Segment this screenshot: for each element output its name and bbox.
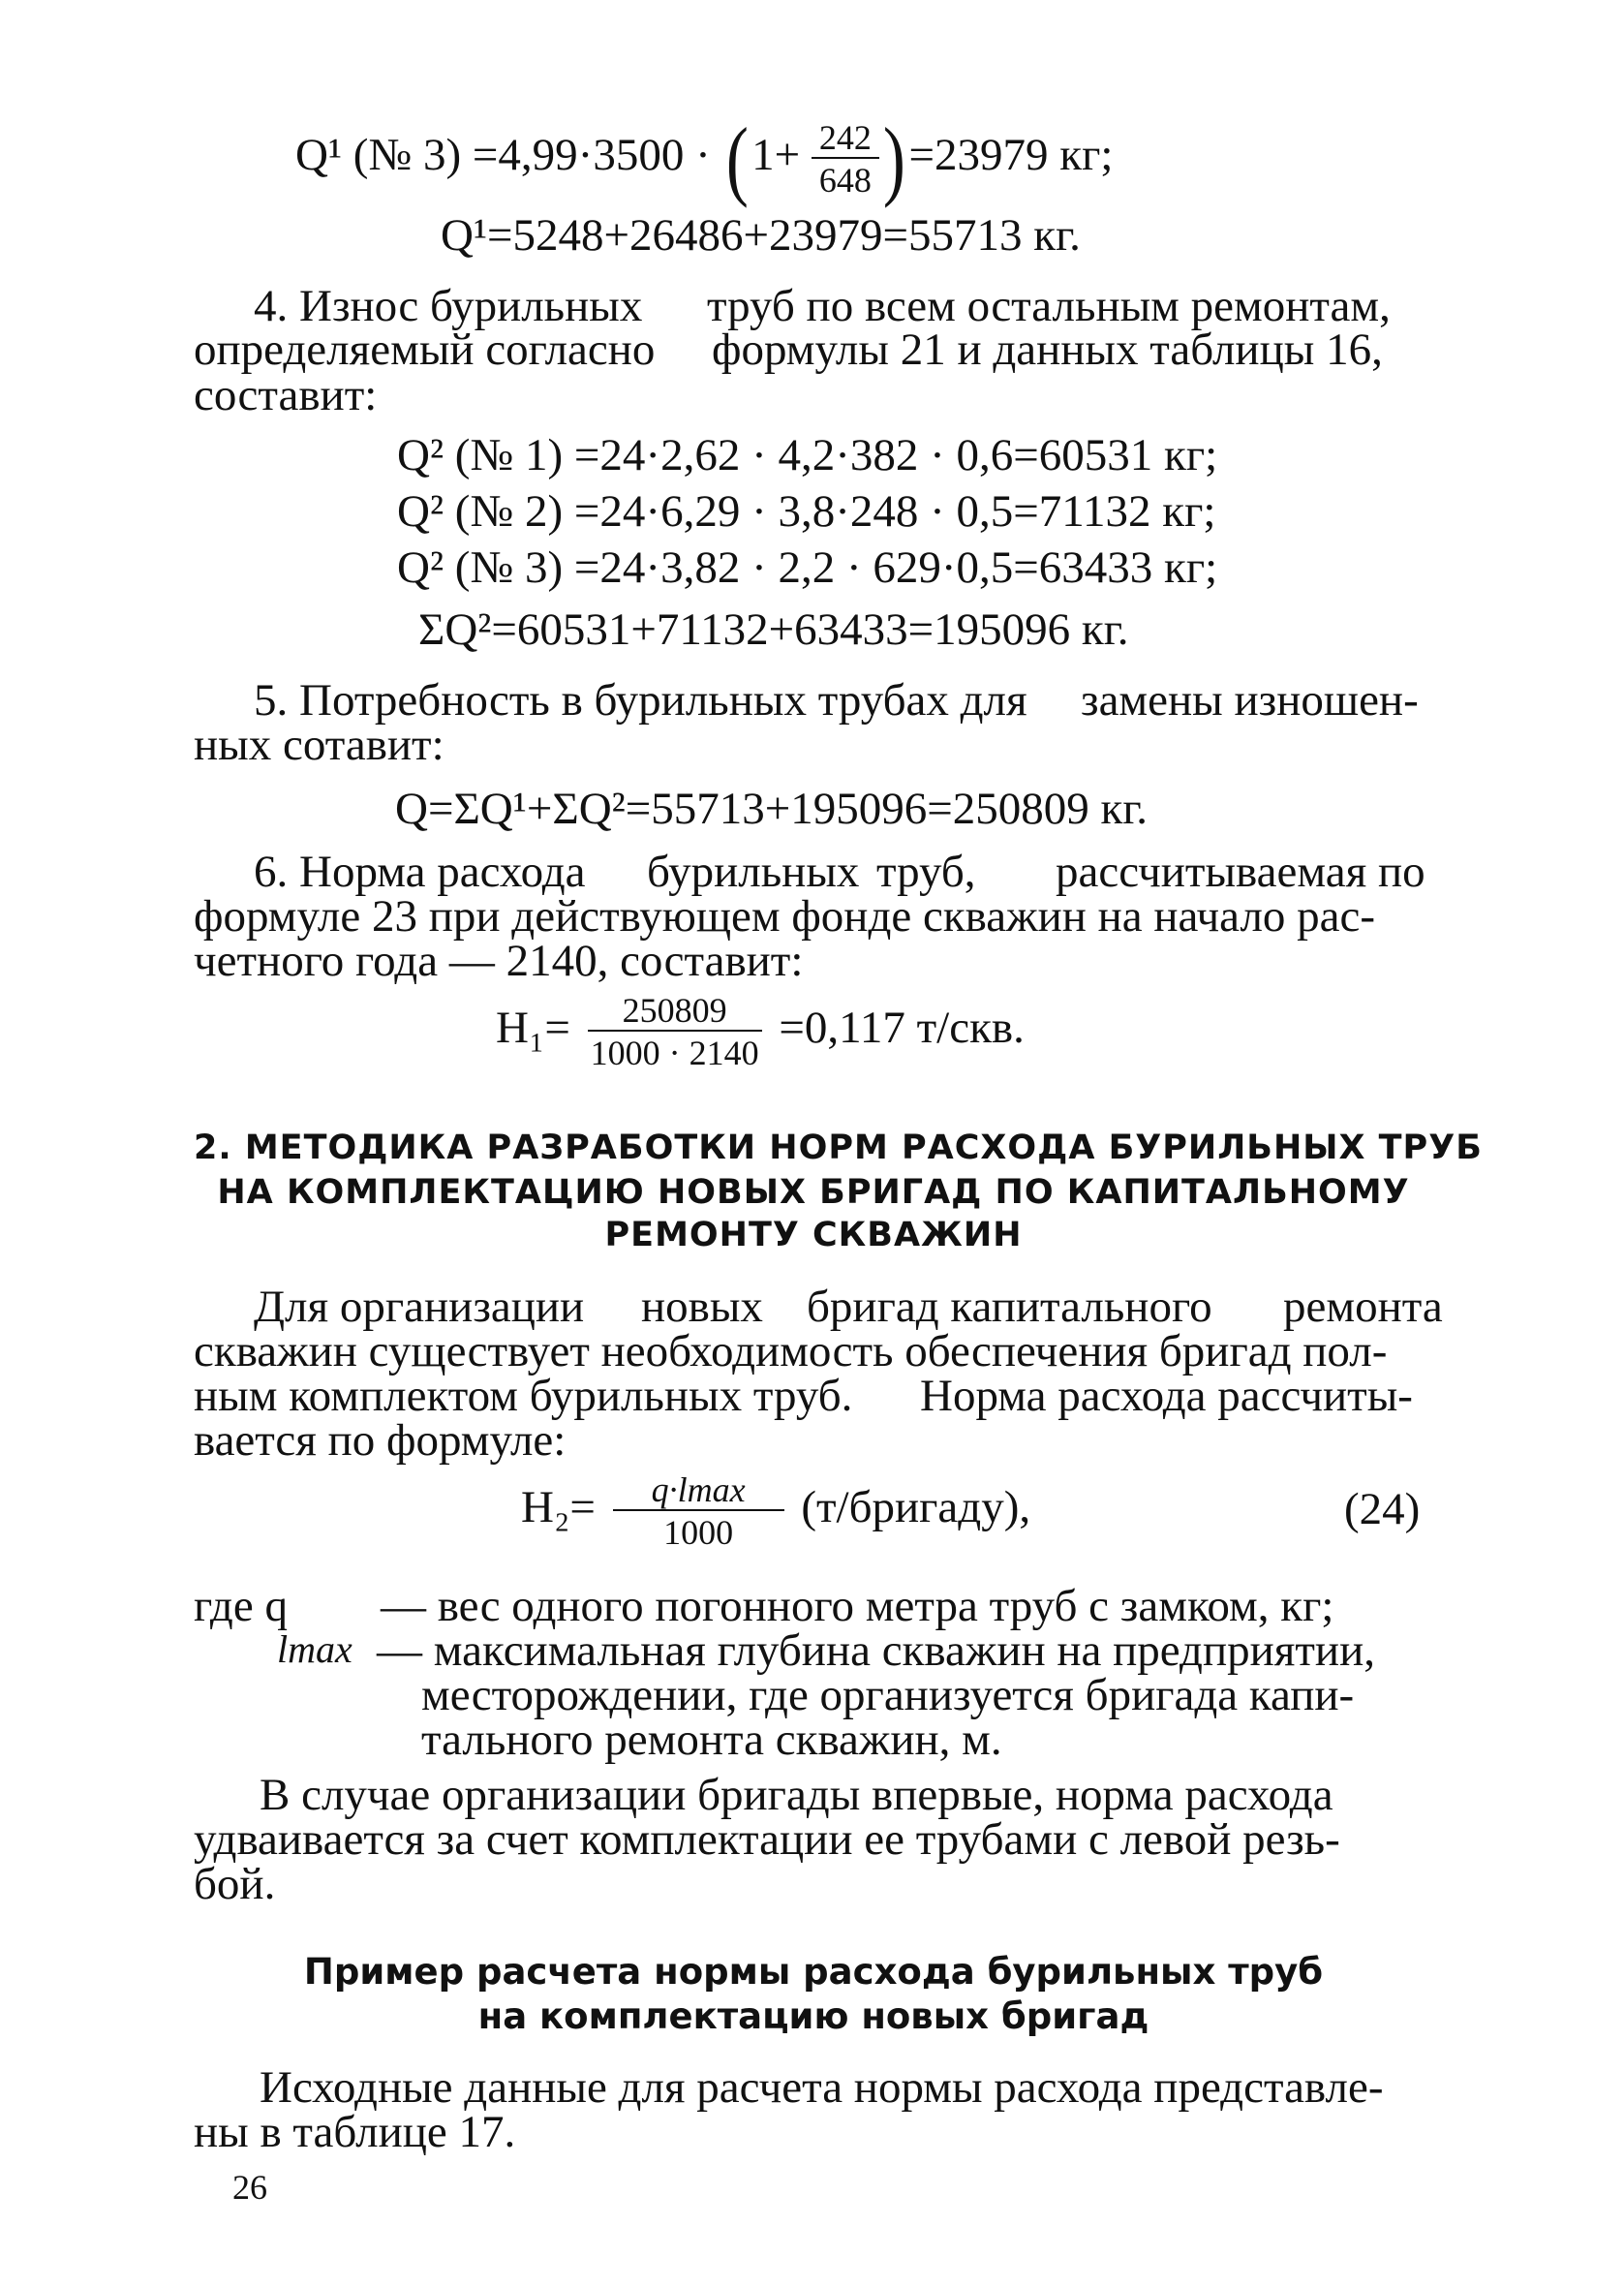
p4-line1-lead: 4. Износ бурильных bbox=[254, 281, 643, 331]
p7-line1-mid: новых bbox=[641, 1282, 763, 1332]
where-q-desc: — вес одного погонного метра труб с замком, кг; bbox=[381, 1581, 1334, 1631]
fraction-h1 bbox=[588, 993, 762, 1070]
section-heading-line2: НА КОМПЛЕКТАЦИЮ НОВЫХ БРИГАД ПО КАПИТАЛЬНОМУ bbox=[217, 1173, 1410, 1212]
where-lmax-label: lmax bbox=[277, 1627, 352, 1671]
page-number: 26 bbox=[232, 2168, 267, 2207]
where-lmax-desc1: — максимальная глубина скважин на предприятии, bbox=[377, 1625, 1375, 1676]
p4-line2-lead: определяемый согласно bbox=[194, 325, 656, 375]
fraction-denominator: 648 bbox=[818, 161, 872, 200]
p5-line1-lead: 5. Потребность в бурильных трубах для bbox=[254, 675, 1027, 726]
fraction-denominator: 1000 bbox=[663, 1513, 734, 1552]
left-paren: ( bbox=[725, 109, 749, 208]
p6-line1-tail: рассчитываемая по bbox=[1056, 847, 1425, 897]
equation-q1-3-lhs: Q¹ (№ 3) =4,99·3500 · bbox=[295, 129, 711, 180]
p4-line1-tail: труб по всем остальным ремонтам, bbox=[707, 281, 1391, 331]
p9-line2: ны в таблице 17. bbox=[194, 2107, 516, 2157]
p7-line2: скважин существует необходимость обеспечения бригад пол- bbox=[194, 1326, 1388, 1376]
p8-line3: бой. bbox=[194, 1859, 276, 1909]
example-heading-line2: на комплектацию новых бригад bbox=[477, 1995, 1149, 2037]
fraction-242-648 bbox=[812, 120, 879, 198]
section-heading-line3: РЕМОНТУ СКВАЖИН bbox=[604, 1216, 1023, 1254]
p4-line2-tail: формулы 21 и данных таблицы 16, bbox=[712, 325, 1383, 375]
p6-line1-lead: 6. Норма расхода bbox=[254, 847, 586, 897]
equation-q1-3-rhs: =23979 кг; bbox=[908, 129, 1114, 180]
fraction-h2 bbox=[613, 1472, 784, 1550]
section-heading-line1: 2. МЕТОДИКА РАЗРАБОТКИ НОРМ РАСХОДА БУРИЛЬНЫХ ТРУБ bbox=[194, 1129, 1483, 1167]
p6-line3: четного года — 2140, составит: bbox=[194, 936, 804, 986]
equation-q1-3 bbox=[295, 109, 1114, 208]
p7-line3-tail: Норма расхода рассчиты- bbox=[920, 1371, 1413, 1421]
equation-q1-sum: Q¹=5248+26486+23979=55713 кг. bbox=[441, 210, 1081, 261]
where-lmax-desc2: месторождении, где организуется бригада капи- bbox=[421, 1670, 1355, 1720]
equation-h1-rhs: =0,117 т/скв. bbox=[779, 1002, 1025, 1053]
p7-line1-tail: ремонта bbox=[1283, 1282, 1443, 1332]
p6-line1-mid2: труб, bbox=[876, 847, 976, 897]
where-q-label: где q bbox=[194, 1581, 288, 1631]
p8-line1: В случае организации бригады впервые, норма расхода bbox=[260, 1770, 1333, 1820]
equation-q1-3-one-plus: 1+ bbox=[751, 129, 801, 180]
fraction-numerator: q·lmax bbox=[613, 1472, 784, 1511]
where-lmax-desc3: тального ремонта скважин, м. bbox=[421, 1715, 1002, 1765]
equation-h2-lhs: Н₂= bbox=[521, 1481, 596, 1532]
p5-line2: ных сотавит: bbox=[194, 720, 444, 770]
p7-line1-lead: Для организации bbox=[254, 1282, 585, 1332]
equation-h2 bbox=[521, 1472, 1030, 1550]
p6-line2: формуле 23 при действующем фонде скважин на начало рас- bbox=[194, 891, 1376, 942]
equation-h1-lhs: Н₁= bbox=[496, 1002, 570, 1053]
equation-number-24: (24) bbox=[1344, 1484, 1421, 1534]
equation-q2-3: Q² (№ 3) =24·3,82 · 2,2 · 629·0,5=63433 кг; bbox=[397, 542, 1218, 593]
equation-q2-sum: ΣQ²=60531+71132+63433=195096 кг. bbox=[418, 604, 1129, 655]
equation-q2-2: Q² (№ 2) =24·6,29 · 3,8·248 · 0,5=71132 кг; bbox=[397, 486, 1216, 537]
p9-line1: Исходные данные для расчета нормы расхода представле- bbox=[260, 2062, 1384, 2113]
p6-line1-mid: бурильных bbox=[647, 847, 860, 897]
right-paren: ) bbox=[882, 109, 905, 208]
p7-line4: вается по формуле: bbox=[194, 1415, 567, 1466]
p4-line3: составит: bbox=[194, 370, 378, 420]
equation-h1 bbox=[496, 993, 1025, 1070]
fraction-numerator: 250809 bbox=[588, 993, 762, 1032]
equation-q2-1: Q² (№ 1) =24·2,62 · 4,2·382 · 0,6=60531 кг; bbox=[397, 430, 1218, 480]
p8-line2: удваивается за счет комплектации ее трубами с левой резь- bbox=[194, 1814, 1340, 1865]
p7-line3-lead: ным комплектом бурильных труб. bbox=[194, 1371, 853, 1421]
equation-h2-rhs: (т/бригаду), bbox=[801, 1481, 1031, 1532]
p5-line1-tail: замены изношен- bbox=[1081, 675, 1419, 726]
fraction-numerator: 242 bbox=[812, 120, 879, 159]
p7-line1-mid2: бригад капитального bbox=[807, 1282, 1212, 1332]
fraction-denominator: 1000 · 2140 bbox=[590, 1034, 759, 1072]
example-heading-line1: Пример расчета нормы расхода бурильных труб bbox=[303, 1951, 1324, 1993]
equation-q-total: Q=ΣQ¹+ΣQ²=55713+195096=250809 кг. bbox=[395, 784, 1149, 834]
